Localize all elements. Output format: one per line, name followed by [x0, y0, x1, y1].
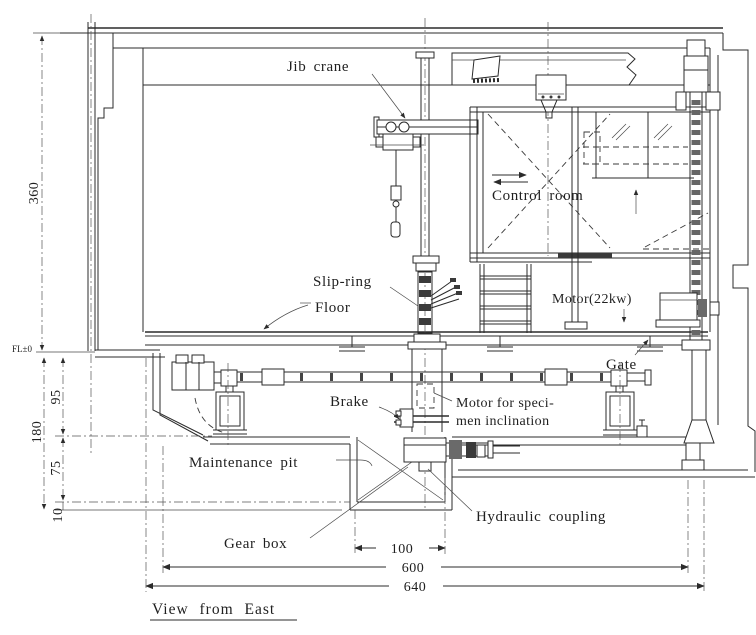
text-labels: [12, 59, 637, 552]
floor-level-label: FL±0: [12, 344, 32, 354]
hydraulic-coupling-label: Hydraulic coupling: [476, 509, 607, 525]
gear-box-label: Gear box: [224, 536, 288, 552]
gate-label: Gate: [606, 357, 637, 373]
control-room-structure: [452, 22, 710, 333]
maintenance-pit-label: Maintenance pit: [189, 455, 299, 471]
brake-label: Brake: [330, 394, 369, 410]
jib-crane-label: Jib crane: [287, 59, 350, 75]
motor-22kw-label: Motor(22kw): [552, 292, 632, 307]
dim-10: 10: [51, 507, 66, 523]
slip-ring-label: Slip-ring: [313, 274, 372, 290]
view-title: View from East: [152, 601, 276, 618]
dim-95: 95: [49, 389, 64, 405]
drawing-title: [150, 601, 297, 620]
dim-600: 600: [401, 561, 425, 576]
dim-100: 100: [390, 542, 414, 557]
maintenance-pit-outline: [153, 353, 755, 510]
lift-chain-tower: [637, 40, 720, 470]
jib-crane: [370, 18, 478, 508]
control-room-label: Control room: [492, 188, 584, 204]
slip-ring-device: [418, 272, 462, 333]
specimen-motor-label-line1: Motor for speci-: [456, 396, 555, 411]
dimension-texts: [27, 182, 426, 595]
floor-label: Floor: [315, 300, 351, 316]
dim-180: 180: [30, 420, 45, 444]
dim-360: 360: [27, 181, 42, 205]
building-outline: [60, 14, 755, 472]
specimen-motor-label-line2: men inclination: [456, 414, 550, 429]
dim-640: 640: [403, 580, 427, 595]
dim-75: 75: [49, 460, 64, 476]
